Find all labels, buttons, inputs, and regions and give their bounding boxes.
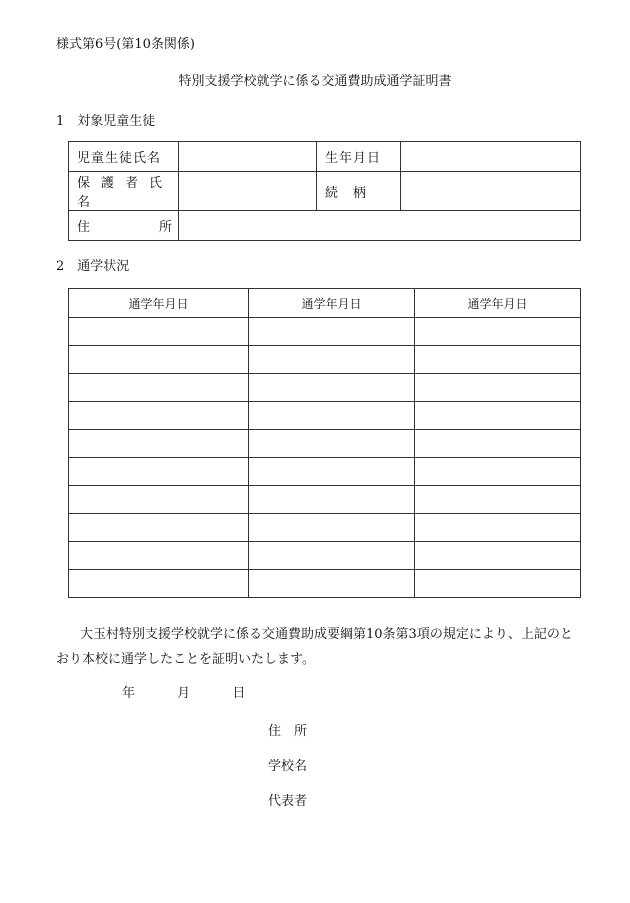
table-row (69, 570, 581, 598)
relationship-field[interactable] (401, 172, 581, 211)
table-row (69, 402, 581, 430)
table-row (69, 211, 581, 241)
commute-date-cell[interactable] (249, 318, 415, 346)
certification-statement: 大玉村特別支援学校就学に係る交通費助成要綱第10条第3項の規定により、上記のとおり本校に通学したことを証明いたします。 (56, 627, 573, 667)
commute-date-cell[interactable] (249, 402, 415, 430)
commute-date-cell[interactable] (415, 318, 581, 346)
commute-date-cell[interactable] (69, 486, 249, 514)
birth-date-field[interactable] (401, 142, 581, 172)
commute-date-cell[interactable] (69, 514, 249, 542)
table-row (69, 172, 581, 211)
commute-date-cell[interactable] (249, 542, 415, 570)
commute-date-cell[interactable] (249, 570, 415, 598)
date-month-label: 月 (177, 686, 191, 701)
student-name-label: 児童生徒氏名 (69, 142, 179, 172)
commute-date-cell[interactable] (415, 346, 581, 374)
signer-address-label: 住 所 (268, 724, 308, 739)
table-row (69, 458, 581, 486)
commute-date-cell[interactable] (415, 570, 581, 598)
commute-date-cell[interactable] (415, 542, 581, 570)
commute-date-cell[interactable] (69, 458, 249, 486)
student-name-field[interactable] (179, 142, 317, 172)
table-row (69, 542, 581, 570)
student-info-table (68, 141, 581, 241)
table-header-row (69, 289, 581, 318)
commute-date-cell[interactable] (69, 570, 249, 598)
commute-date-cell[interactable] (69, 430, 249, 458)
date-day-label: 日 (232, 686, 246, 701)
commute-date-cell[interactable] (249, 458, 415, 486)
document-title: 特別支援学校就学に係る交通費助成通学証明書 (178, 74, 452, 89)
section2-heading: 2 通学状況 (56, 259, 130, 274)
date-year-label: 年 (122, 686, 136, 701)
commute-date-cell[interactable] (69, 374, 249, 402)
column-header-commute-date: 通学年月日 (249, 289, 415, 318)
birth-date-label: 生年月日 (317, 142, 401, 172)
table-row (69, 142, 581, 172)
section1-heading: 1 対象児童生徒 (56, 114, 156, 129)
column-header-commute-date: 通学年月日 (69, 289, 249, 318)
commute-date-cell[interactable] (69, 346, 249, 374)
address-label (69, 211, 179, 241)
commute-date-cell[interactable] (249, 486, 415, 514)
commute-date-cell[interactable] (249, 430, 415, 458)
table-row (69, 318, 581, 346)
commute-date-cell[interactable] (249, 346, 415, 374)
commute-date-cell[interactable] (69, 318, 249, 346)
commute-date-cell[interactable] (69, 402, 249, 430)
table-row (69, 346, 581, 374)
commute-date-cell[interactable] (415, 374, 581, 402)
signer-representative-label: 代表者 (268, 794, 308, 809)
commute-date-cell[interactable] (249, 514, 415, 542)
commute-date-cell[interactable] (415, 514, 581, 542)
guardian-name-field[interactable] (179, 172, 317, 211)
signer-school-label: 学校名 (268, 759, 308, 774)
form-number-label: 様式第6号(第10条関係) (56, 37, 195, 52)
table-row (69, 486, 581, 514)
commute-date-cell[interactable] (415, 430, 581, 458)
date-line (122, 682, 283, 701)
commute-date-cell[interactable] (415, 402, 581, 430)
commute-date-cell[interactable] (69, 542, 249, 570)
relationship-label: 続 柄 (317, 172, 401, 211)
commute-date-cell[interactable] (249, 374, 415, 402)
table-row (69, 430, 581, 458)
address-label-first: 住 (77, 220, 91, 235)
address-label-last: 所 (159, 220, 173, 235)
commute-date-cell[interactable] (415, 486, 581, 514)
address-field[interactable] (179, 211, 581, 241)
table-row (69, 374, 581, 402)
guardian-name-label: 保護者氏名 (69, 172, 179, 211)
commute-status-table (68, 288, 581, 598)
column-header-commute-date: 通学年月日 (415, 289, 581, 318)
table-row (69, 514, 581, 542)
commute-date-cell[interactable] (415, 458, 581, 486)
